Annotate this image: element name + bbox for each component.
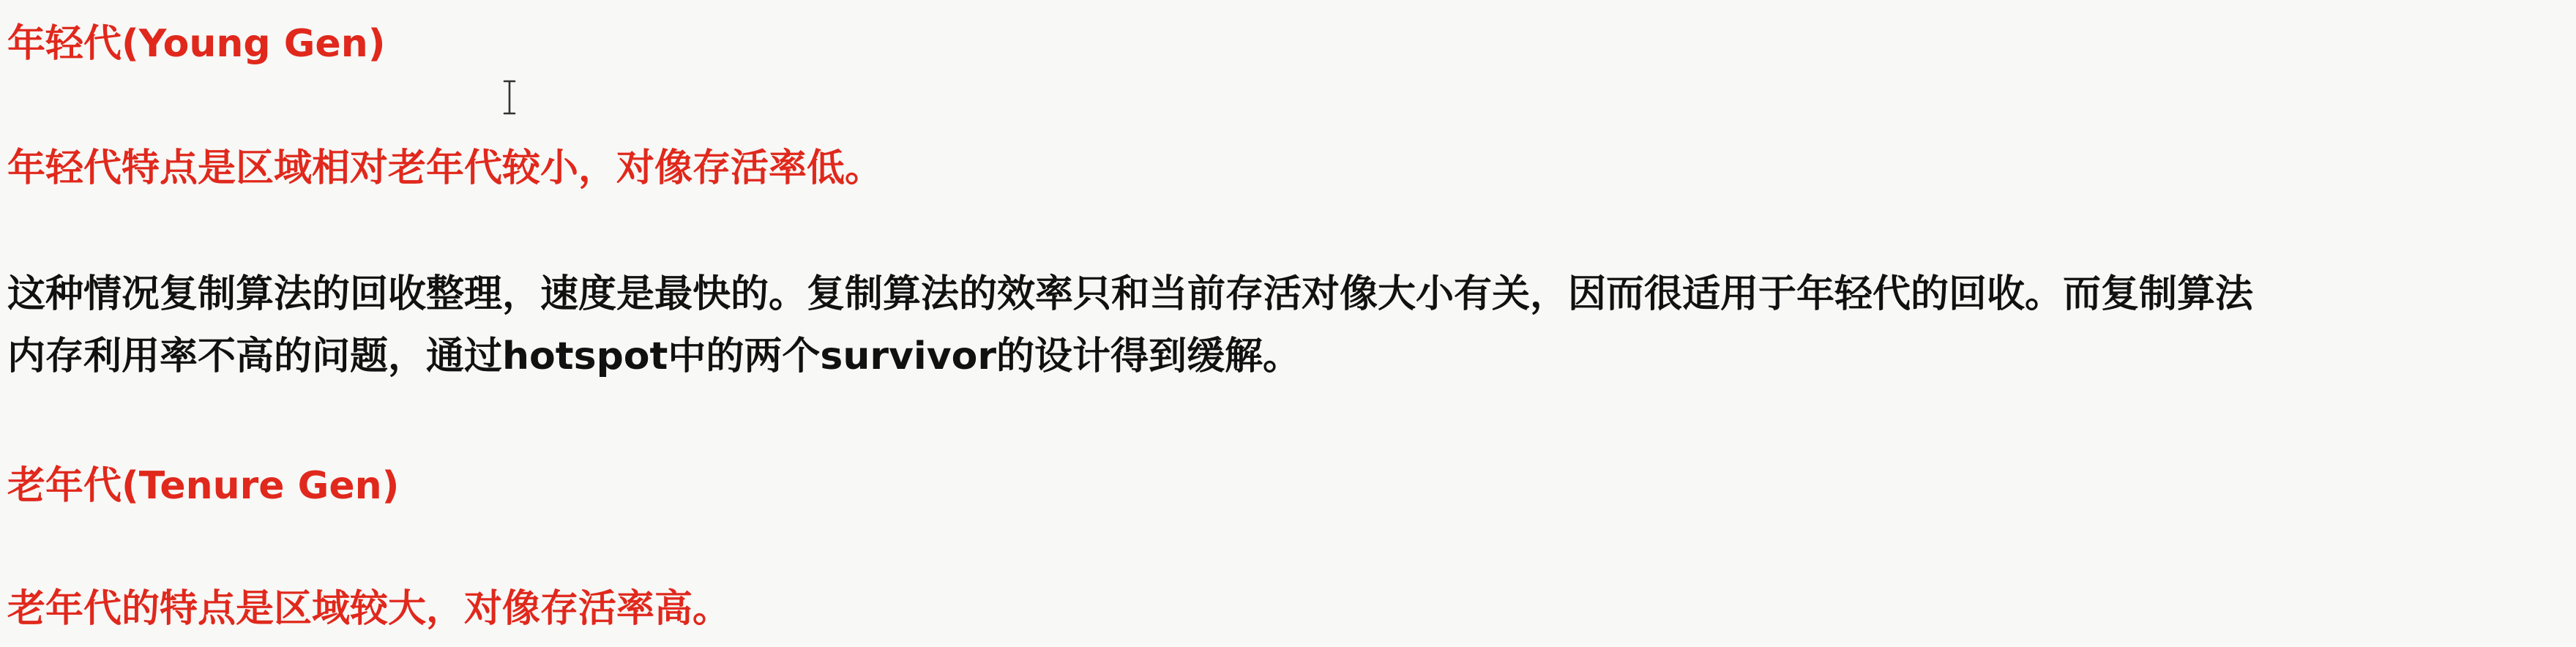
young-gen-description-line-1: 这种情况复制算法的回收整理，速度是最快的。复制算法的效率只和当前存活对像大小有关，因而很适用于年轻代的回收。而复制算法: [7, 272, 2254, 316]
young-gen-feature: 年轻代特点是区域相对老年代较小，对像存活率低。: [7, 146, 884, 190]
text-cursor-icon: [502, 79, 517, 116]
tenure-gen-title-cn: 老年代: [7, 463, 122, 508]
tenure-gen-heading: [7, 463, 399, 509]
desc-line2-part-a: 内存利用率不高的问题，通过: [7, 334, 503, 378]
survivor-term: survivor: [820, 334, 996, 378]
desc-line2-part-c: 的设计得到缓解。: [996, 334, 1302, 378]
desc-line2-part-b: 中的两个: [668, 334, 821, 378]
tenure-gen-title-en: (Tenure Gen): [122, 464, 400, 508]
young-gen-description-line-2: [7, 333, 1301, 380]
tenure-gen-feature: 老年代的特点是区域较大，对像存活率高。: [7, 586, 731, 631]
young-gen-heading: [7, 20, 386, 67]
hotspot-term: hotspot: [502, 334, 668, 378]
young-gen-title-cn: 年轻代: [7, 21, 122, 66]
young-gen-title-en: (Young Gen): [122, 22, 386, 66]
